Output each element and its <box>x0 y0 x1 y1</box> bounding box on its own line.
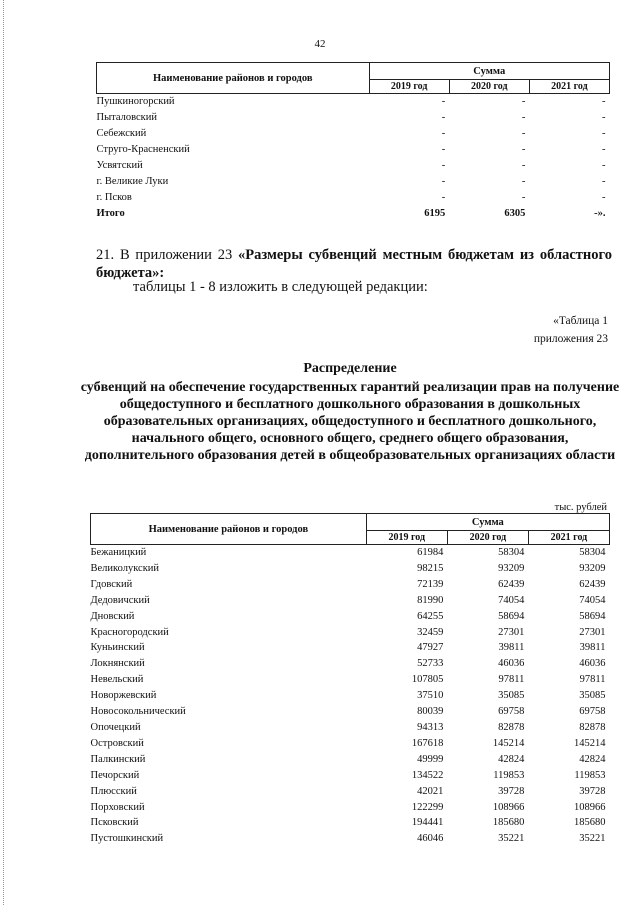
district-name: Плюсский <box>90 785 137 797</box>
amount-2020: - <box>521 192 526 203</box>
district-name: Новоржевский <box>90 690 157 702</box>
table-row <box>91 561 610 577</box>
district-name: Себежский <box>96 128 147 139</box>
amount-2019: 52733 <box>417 658 444 670</box>
table-row <box>91 593 610 609</box>
amount-2020: 93209 <box>498 562 525 574</box>
district-name: Бежаницкий <box>90 547 147 558</box>
amount-2020: 39728 <box>498 785 525 797</box>
amount-2020: - <box>521 176 526 187</box>
table-row <box>97 110 610 126</box>
header-year: 2021 год <box>529 80 609 94</box>
table-row <box>97 158 610 174</box>
district-name: г. Псков <box>96 192 132 203</box>
amount-2021: 39728 <box>579 785 606 797</box>
amount-2019: 61984 <box>417 547 444 558</box>
amount-2020: 97811 <box>498 674 525 686</box>
district-name: Великолукский <box>90 562 160 574</box>
total-label: Итого <box>96 208 125 219</box>
table-row <box>91 720 610 736</box>
amount-2019: - <box>441 128 446 139</box>
amount-2021: 108966 <box>574 801 606 813</box>
header-year: 2019 год <box>369 80 449 94</box>
table-row <box>97 126 610 142</box>
amount-2020: - <box>521 144 526 155</box>
amount-2020: 46036 <box>498 658 525 670</box>
amount-2020: 185680 <box>492 817 525 829</box>
amount-2020: 27301 <box>498 626 525 638</box>
district-name: Островский <box>90 737 144 749</box>
amount-2019: - <box>441 96 446 107</box>
table-row <box>91 656 610 672</box>
amount-2019: 37510 <box>417 690 444 702</box>
paragraph-21-bold: «Размеры субвенций местным бюджетам из областного бюджета» <box>96 247 612 281</box>
district-name: Новосокольнический <box>90 706 186 718</box>
table-row <box>97 142 610 158</box>
table-row <box>91 736 610 752</box>
amount-2021: 58694 <box>579 610 606 622</box>
amount-2019: 80039 <box>417 706 444 718</box>
amount-2019: - <box>441 144 446 155</box>
heading-title: Распределение <box>303 361 397 376</box>
amount-2019: 49999 <box>417 753 444 765</box>
amount-2019: 167618 <box>411 737 444 749</box>
paragraph-21 <box>96 246 612 282</box>
paragraph-21-suffix: : <box>159 265 165 281</box>
district-name: Порховский <box>90 801 145 813</box>
amount-2021: 119853 <box>574 769 606 781</box>
amount-2019: - <box>441 176 446 187</box>
table-row <box>97 174 610 190</box>
amount-2021: 35221 <box>579 833 606 845</box>
table-row <box>97 94 610 111</box>
district-name: Палкинский <box>90 753 146 765</box>
amount-2020: 39811 <box>498 642 525 654</box>
amount-2019: 134522 <box>411 769 444 781</box>
amount-2020: 82878 <box>498 721 525 733</box>
table-reference-line2: приложения 23 <box>533 333 608 345</box>
heading-subtitle: субвенций на обеспечение государственных гарантий реализации прав на получение общедоступного и бесплатного дошкольного образования в дошкольных образовательных организациях, общедоступного и бесплатного дошкольного, начального общего, основного общего, среднего общего образования, дополнительного образования детей в общеобразовательных организациях области <box>80 380 620 463</box>
header-year: 2020 год <box>447 531 528 545</box>
amount-2020: 119853 <box>493 769 525 781</box>
amount-2021: 42824 <box>579 753 606 765</box>
table-row <box>91 815 610 831</box>
amount-2019: 81990 <box>417 594 444 606</box>
table-heading <box>80 360 620 464</box>
amount-2019: 46046 <box>417 833 444 845</box>
amount-2020: 42824 <box>498 753 525 765</box>
district-name: Гдовский <box>90 578 133 590</box>
paragraph-tables: таблицы 1 - 8 изложить в следующей редакции: <box>133 279 428 295</box>
amount-2021: 46036 <box>579 658 606 670</box>
amount-2021: - <box>602 96 606 107</box>
district-name: Пыталовский <box>96 112 157 123</box>
district-name: Пустошкинский <box>90 833 164 845</box>
amount-2019: - <box>441 160 446 171</box>
table-row <box>91 768 610 784</box>
amount-2021: 69758 <box>579 706 606 718</box>
amount-2021: - <box>602 128 606 139</box>
amount-2020: 58694 <box>498 610 525 622</box>
district-name: Опочецкий <box>90 721 141 733</box>
table-row <box>91 752 610 768</box>
amount-2019: 64255 <box>417 610 444 622</box>
amount-2020: 69758 <box>498 706 525 718</box>
district-name: Локнянский <box>90 658 145 670</box>
amount-2020: 62439 <box>498 578 525 590</box>
district-name: г. Великие Луки <box>96 176 169 187</box>
table-row <box>91 800 610 816</box>
amount-2021: 35085 <box>579 690 606 702</box>
table-reference-line1: «Таблица 1 <box>553 315 608 327</box>
amount-2020: 35221 <box>498 833 525 845</box>
amount-2021: 93209 <box>579 562 606 574</box>
amount-2020: - <box>521 96 526 107</box>
amount-2020: 74054 <box>498 594 525 606</box>
page-number: 42 <box>314 38 326 50</box>
header-name: Наименование районов и городов <box>97 63 370 94</box>
amount-2021: - <box>602 112 606 123</box>
amount-2020: 145214 <box>492 737 525 749</box>
amount-2020: 35085 <box>498 690 525 702</box>
table-row <box>91 831 610 847</box>
header-sum: Сумма <box>369 63 609 80</box>
table-row <box>97 190 610 206</box>
district-name: Пушкиногорский <box>96 96 175 107</box>
amount-2021: 39811 <box>579 642 606 654</box>
total-2019: 6195 <box>424 208 446 219</box>
amount-2021: 82878 <box>579 721 606 733</box>
amount-2021: 58304 <box>579 547 606 558</box>
amount-2021: 27301 <box>579 626 606 638</box>
table-reference <box>534 312 608 348</box>
district-name: Печорский <box>90 769 140 781</box>
amount-2021: - <box>602 192 606 203</box>
table-row <box>91 545 610 561</box>
paragraph-21-prefix: 21. В приложении 23 <box>96 247 239 263</box>
units-label: тыс. рублей <box>554 502 607 513</box>
amount-2021: 145214 <box>574 737 606 749</box>
total-row <box>97 206 610 222</box>
amount-2021: 185680 <box>574 817 606 829</box>
total-2020: 6305 <box>504 208 526 219</box>
district-name: Невельский <box>90 674 144 686</box>
table-row <box>91 704 610 720</box>
district-name: Струго-Красненский <box>96 144 190 155</box>
amount-2020: 108966 <box>492 801 525 813</box>
amount-2019: 32459 <box>417 626 444 638</box>
amount-2020: - <box>521 112 526 123</box>
table-row <box>91 784 610 800</box>
amount-2019: 94313 <box>417 721 444 733</box>
scan-edge <box>3 0 5 905</box>
header-year: 2021 год <box>528 531 609 545</box>
table-row <box>91 625 610 641</box>
amount-2021: 97811 <box>579 674 606 686</box>
amount-2021: 74054 <box>579 594 606 606</box>
amount-2019: 122299 <box>411 801 444 813</box>
table-row <box>91 609 610 625</box>
amount-2019: 42021 <box>417 785 444 797</box>
amount-2019: 194441 <box>411 817 444 829</box>
amount-2019: 107805 <box>411 674 444 686</box>
district-name: Дедовичский <box>90 594 150 606</box>
amount-2019: - <box>441 112 446 123</box>
amount-2021: - <box>602 176 606 187</box>
header-year: 2019 год <box>366 531 447 545</box>
table-subventions <box>90 513 610 847</box>
header-year: 2020 год <box>449 80 529 94</box>
table-row <box>91 577 610 593</box>
amount-2019: - <box>441 192 446 203</box>
table-previous-appendix <box>96 62 610 222</box>
header-name: Наименование районов и городов <box>91 514 367 545</box>
amount-2021: 62439 <box>579 578 606 590</box>
header-sum: Сумма <box>366 514 609 531</box>
amount-2019: 72139 <box>417 578 444 590</box>
amount-2020: 58304 <box>498 547 525 558</box>
amount-2020: - <box>521 128 526 139</box>
district-name: Красногородский <box>90 626 169 638</box>
amount-2020: - <box>521 160 526 171</box>
amount-2019: 47927 <box>417 642 444 654</box>
district-name: Псковский <box>90 817 139 829</box>
amount-2019: 98215 <box>417 562 444 574</box>
table-row <box>91 672 610 688</box>
district-name: Дновский <box>90 610 135 622</box>
district-name: Куньинский <box>90 642 145 654</box>
table-row <box>91 640 610 656</box>
total-2021: -». <box>594 208 606 219</box>
district-name: Усвятский <box>96 160 143 171</box>
amount-2021: - <box>602 160 606 171</box>
amount-2021: - <box>602 144 606 155</box>
table-row <box>91 688 610 704</box>
